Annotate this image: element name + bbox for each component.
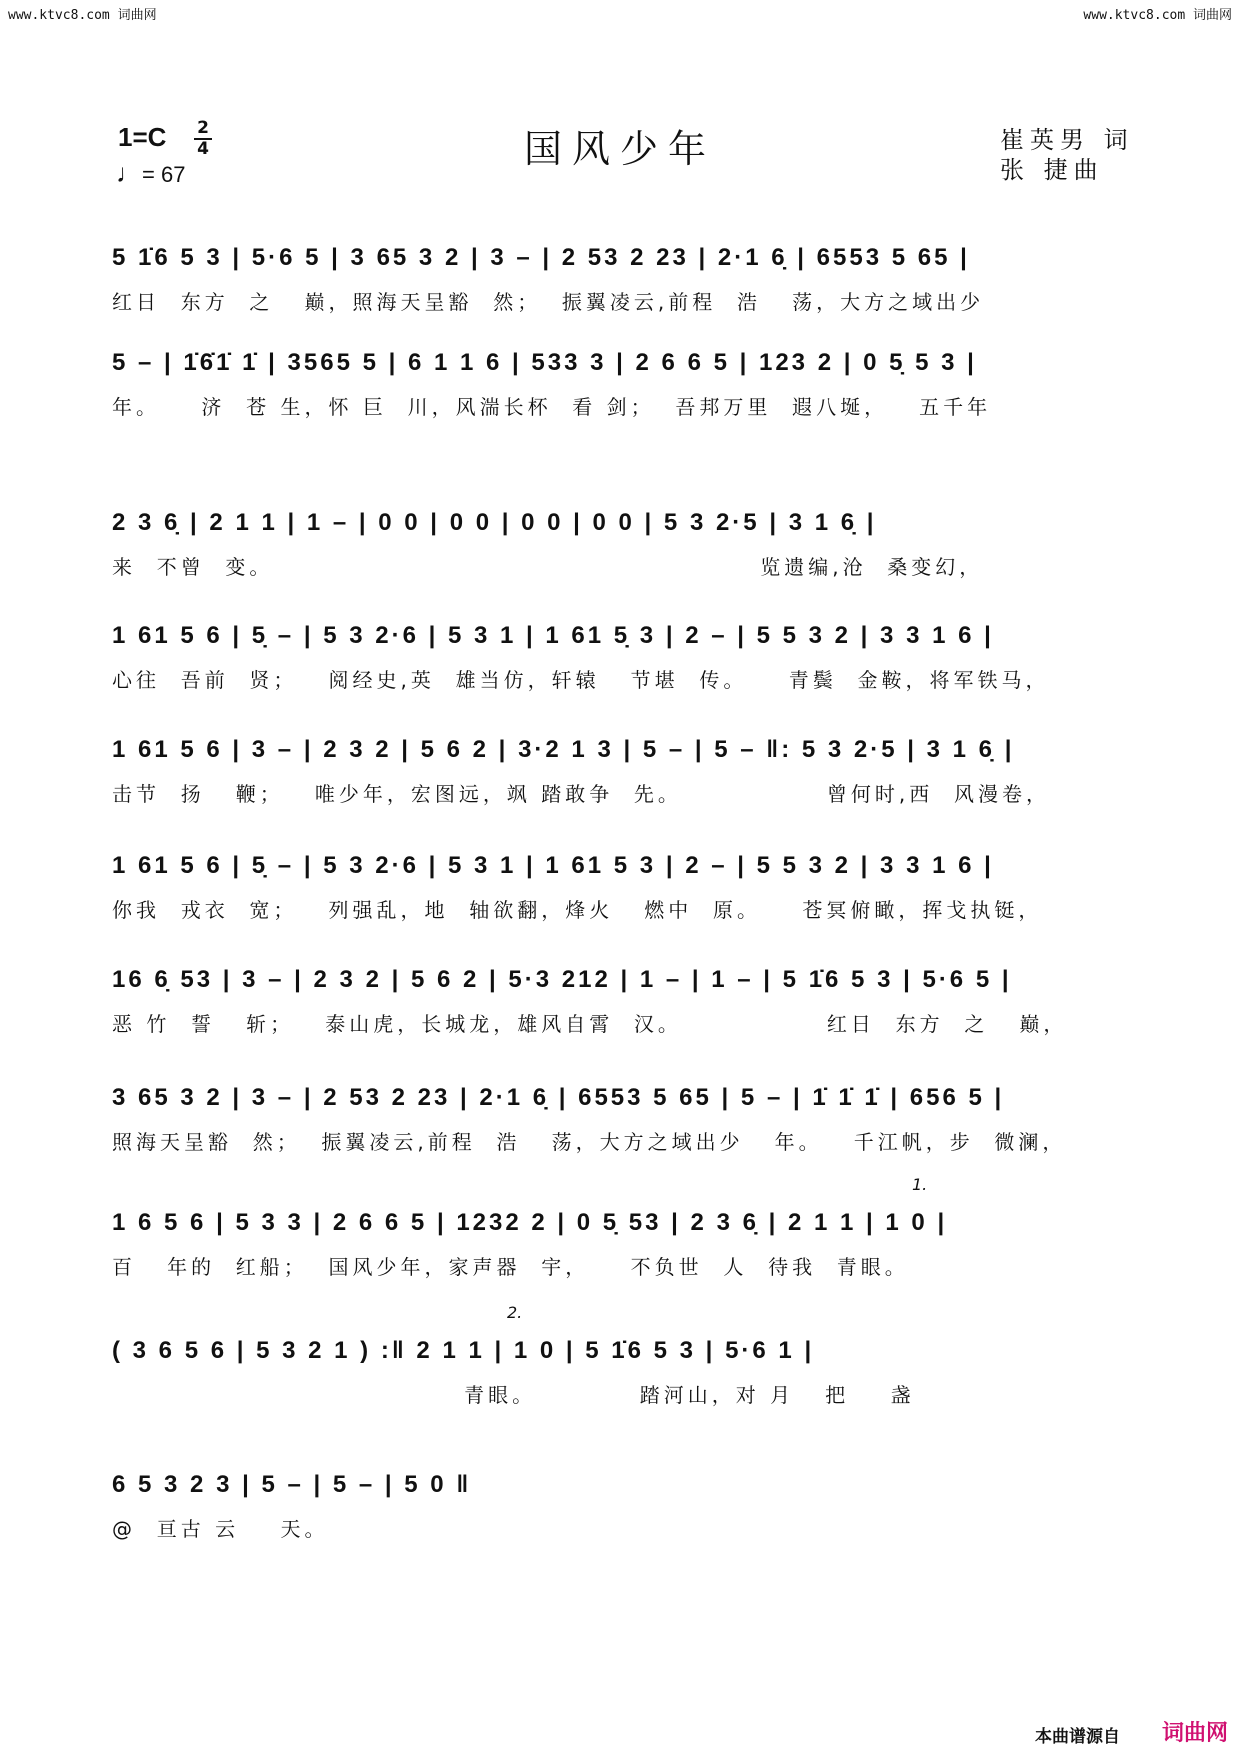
lyrics-line: 击节 扬 鞭； 唯少年，宏图远，飒 踏敢争 先。 曾何时,西 风漫卷， xyxy=(112,782,1051,806)
notation-line: 1 61 5 6 | 3 – | 2 3 2 | 5 6 2 | 3·2 1 3 | 5 – | 5 – ‖: 5 3 2·5 | 3 1 6̣ | xyxy=(112,736,1015,763)
volta-second-ending: 2. xyxy=(507,1303,523,1322)
lyrics-line: 来 不曾 变。 览遗编,沧 桑变幻， xyxy=(112,555,984,579)
lyrics-line: 青眼。 踏河山，对 月 把 盏 xyxy=(112,1383,915,1407)
site-logo[interactable]: 词曲网 xyxy=(1161,1721,1228,1746)
site-header-left: www.ktvc8.com 词曲网 xyxy=(8,8,157,23)
site-header-right: www.ktvc8.com 词曲网 xyxy=(1083,8,1232,23)
notation-line: ( 3 6 5 6 | 5 3 2 1 ) :‖ 2 1 1 | 1 0 | 5 1̇6 5 3 | 5·6 1 | xyxy=(112,1337,815,1364)
notation-line: 1 6 5 6 | 5 3 3 | 2 6 6 5 | 1232 2 | 0 5̣ 53 | 2 3 6̣ | 2 1 1 | 1 0 | xyxy=(112,1209,948,1236)
time-signature-top: 2 xyxy=(197,118,209,138)
lyrics-line: @ 亘古 云 天。 xyxy=(112,1517,329,1541)
lyrics-line: 你我 戎衣 宽； 列强乱，地 轴欲翻，烽火 燃中 原。 苍冥俯瞰，挥戈执铤， xyxy=(112,898,1043,922)
time-signature-bottom: 4 xyxy=(197,139,209,159)
tempo-value: = 67 xyxy=(142,162,186,187)
notation-line: 6 5 3 2 3 | 5 – | 5 – | 5 0 ‖ xyxy=(112,1471,472,1498)
notation-line: 16 6̣ 53 | 3 – | 2 3 2 | 5 6 2 | 5·3 212 | 1 – | 1 – | 5 1̇6 5 3 | 5·6 5 | xyxy=(112,966,1012,993)
lyricist-credit: 崔英男 词 xyxy=(1000,126,1134,154)
key-signature: 1=C xyxy=(118,122,167,152)
lyrics-line: 百 年的 红船； 国风少年，家声器 宇， 不负世 人 待我 青眼。 xyxy=(112,1255,909,1279)
song-title: 国风少年 xyxy=(523,127,716,171)
notation-line: 5 – | 1̇6̇1̇ 1̇ | 3565 5 | 6 1 1 6 | 533 3 | 2 6 6 5 | 123 2 | 0 5̣ 5 3 | xyxy=(112,349,977,376)
lyrics-line: 红日 东方 之 巅，照海天呈豁 然； 振翼凌云,前程 浩 荡，大方之域出少 xyxy=(112,290,985,314)
lyrics-line: 照海天呈豁 然； 振翼凌云,前程 浩 荡，大方之域出少 年。 千江帆，步 微澜， xyxy=(112,1130,1067,1154)
quarter-note-icon: ♩ xyxy=(116,158,142,188)
notation-line: 5 1̇6 5 3 | 5·6 5 | 3 65 3 2 | 3 – | 2 53 2 23 | 2·1 6̣ | 6553 5 65 | xyxy=(112,244,970,271)
notation-line: 3 65 3 2 | 3 – | 2 53 2 23 | 2·1 6̣ | 6553 5 65 | 5 – | 1̇ 1̇ 1̇ | 656 5 | xyxy=(112,1084,1005,1111)
notation-line: 1 61 5 6 | 5̣ – | 5 3 2·6 | 5 3 1 | 1 61 5 3 | 2 – | 5 5 3 2 | 3 3 1 6 | xyxy=(112,852,994,879)
lyrics-line: 恶 竹 誓 斩； 泰山虎，长城龙，雄风自霄 汉。 红日 东方 之 巅， xyxy=(112,1012,1068,1036)
composer-credit: 张 捷曲 xyxy=(1000,156,1104,184)
lyrics-line: 心往 吾前 贤； 阅经史,英 雄当仿，轩辕 节堪 传。 青鬓 金鞍，将军铁马， xyxy=(112,668,1050,692)
lyrics-line: 年。 济 苍 生，怀 巨 川，风湍长杯 看 剑； 吾邦万里 遐八埏， 五千年 xyxy=(112,395,992,419)
notation-line: 1 61 5 6 | 5̣ – | 5 3 2·6 | 5 3 1 | 1 61 5̣ 3 | 2 – | 5 5 3 2 | 3 3 1 6 | xyxy=(112,622,994,649)
footer-source: 本曲谱源自 xyxy=(1035,1727,1120,1747)
volta-first-ending: 1. xyxy=(912,1175,928,1194)
notation-line: 2 3 6̣ | 2 1 1 | 1 – | 0 0 | 0 0 | 0 0 | 0 0 | 5 3 2·5 | 3 1 6̣ | xyxy=(112,509,877,536)
